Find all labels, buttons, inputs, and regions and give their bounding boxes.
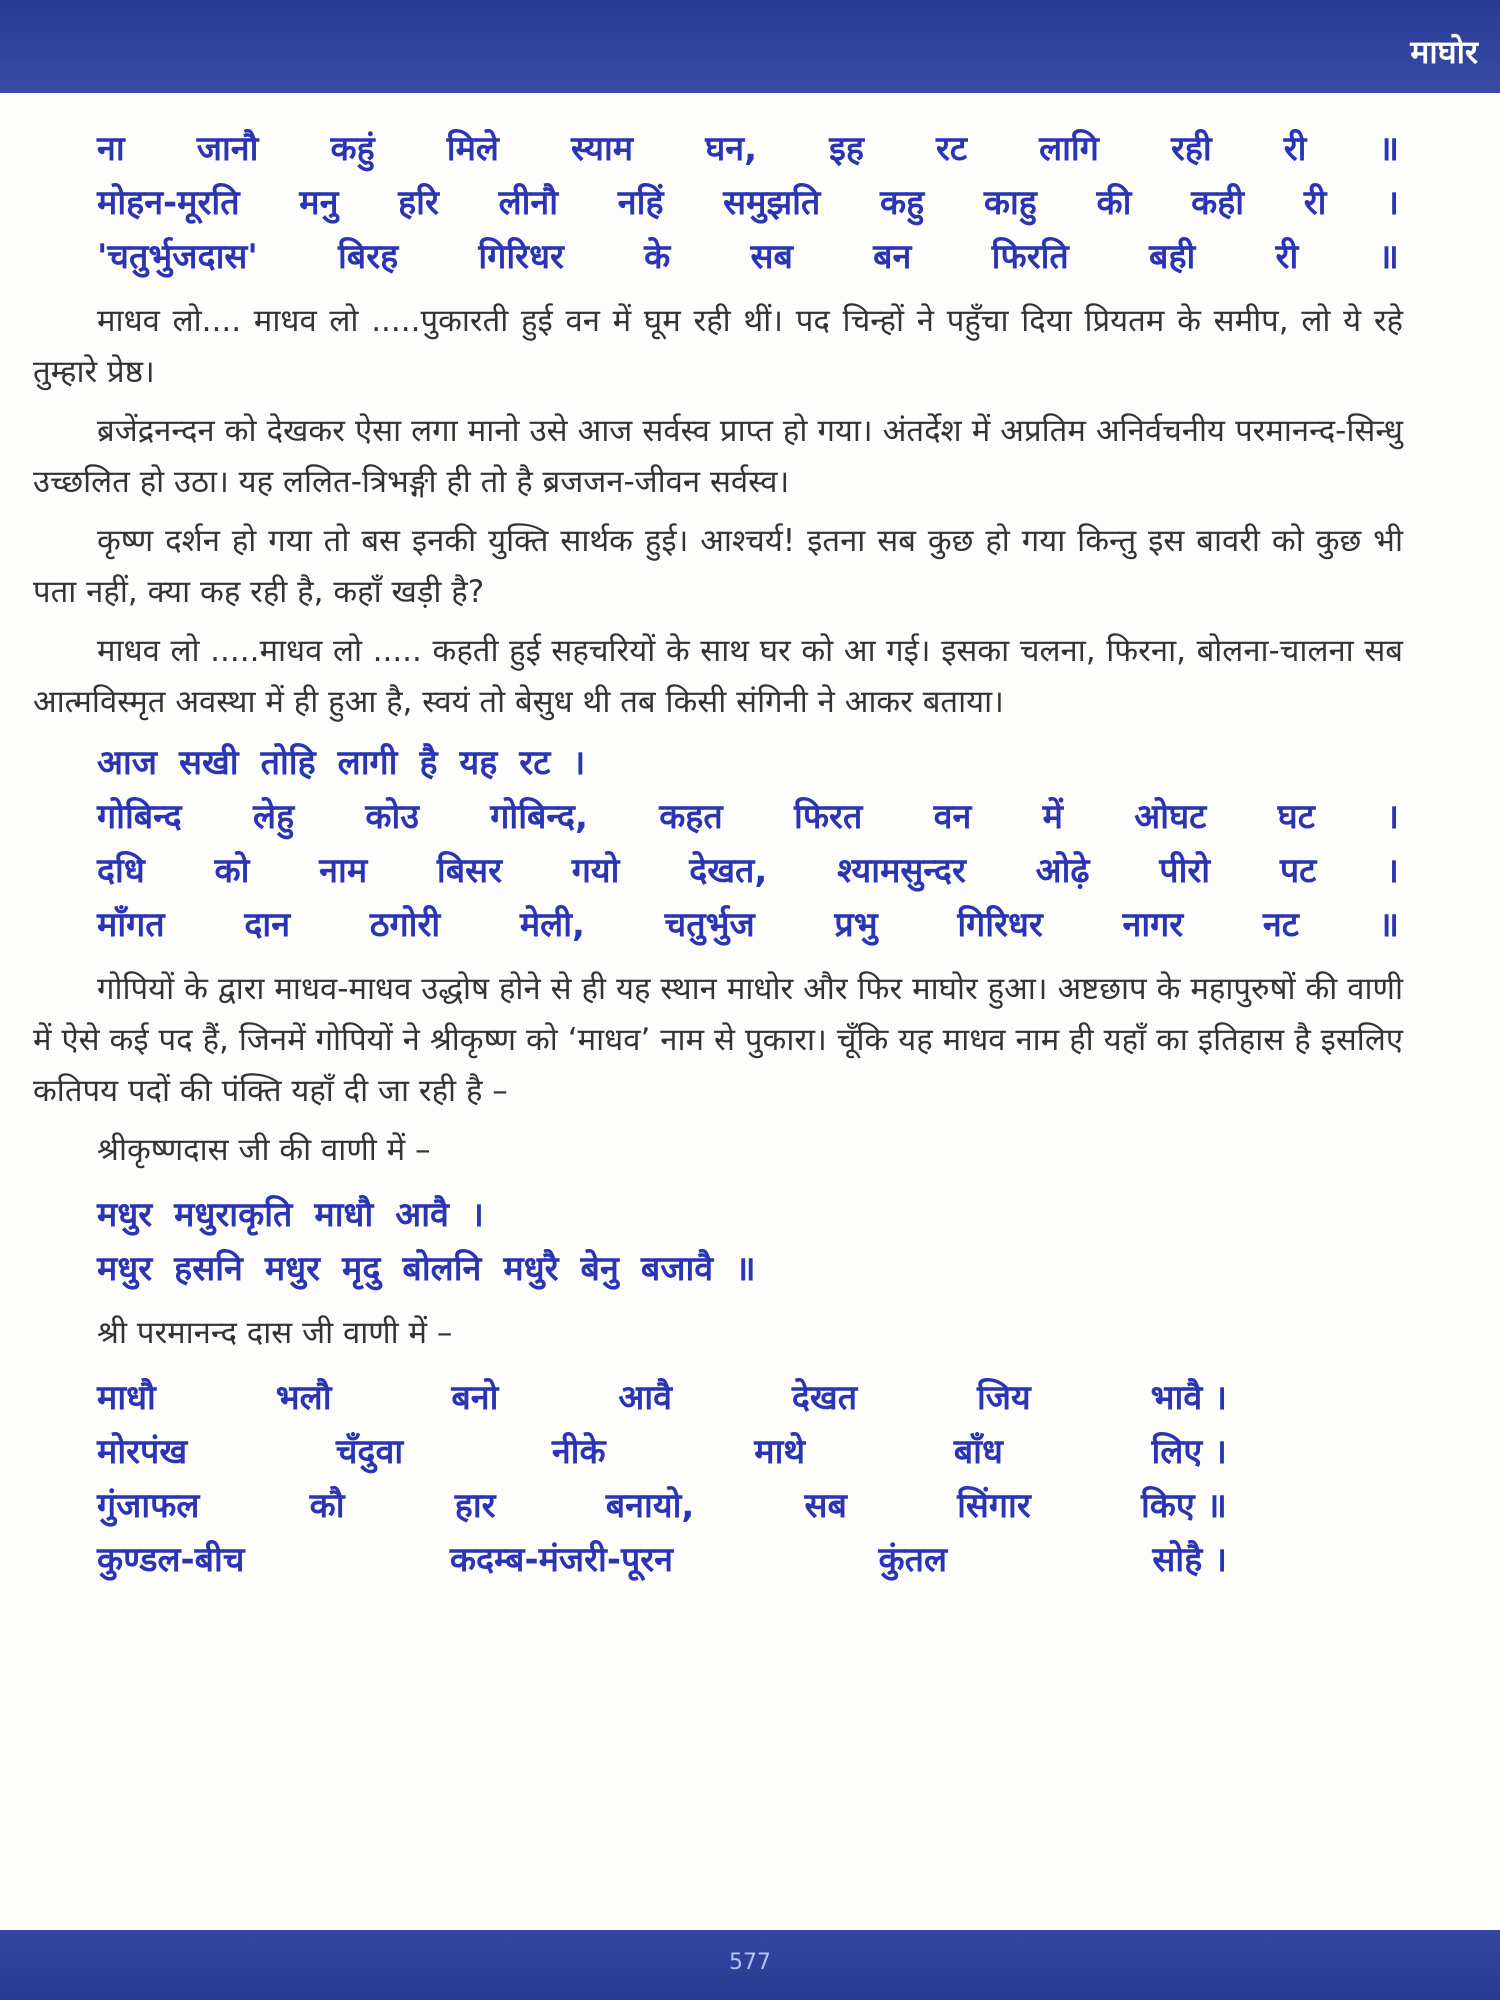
verse-line <box>97 176 1399 230</box>
verse-line <box>97 1371 1227 1425</box>
verse-word: सोहै । <box>1152 1540 1227 1580</box>
verse-word: काहु <box>983 183 1037 223</box>
page-content <box>33 122 1403 1599</box>
verse-chaturbhujdas-1 <box>97 122 1403 284</box>
verse-word: कौ <box>309 1486 345 1526</box>
verse-word: कहत <box>659 797 723 837</box>
verse-word: बोलनि <box>402 1249 482 1289</box>
verse-word: मधुर <box>97 1195 153 1235</box>
verse-word: देखत, <box>689 851 768 891</box>
verse-paramanand <box>97 1371 1403 1587</box>
verse-word: रट <box>519 743 551 783</box>
paragraph: गोपियों के द्वारा माधव-माधव उद्धोष होने से ही यह स्थान माधोर और फिर माघोर हुआ। अष्टछाप के महापुरुषों की वाणी में ऐसे कई पद हैं, जिनमें गोपियों ने श्रीकृष्ण को ‘माधव’ नाम से पुकारा। चूँकि यह माधव नाम ही यहाँ का इतिहास है इसलिए कतिपय पदों की पंक्ति यहाँ दी जा रही है – <box>33 971 1403 1109</box>
verse-word: घन, <box>705 129 758 169</box>
verse-word: सिंगार <box>957 1486 1031 1526</box>
verse-word: मधुर <box>97 1249 153 1289</box>
verse-word: कोउ <box>365 797 419 837</box>
verse-line <box>97 122 1399 176</box>
verse-word: यह <box>459 743 498 783</box>
paragraph: माधव लो .....माधव लो ..... कहती हुई सहचरियों के साथ घर को आ गई। इसका चलना, फिरना, बोलना-चालना सब आत्मविस्मृत अवस्था में ही हुआ है, स्वयं तो बेसुध थी तब किसी संगिनी ने आकर बताया। <box>33 633 1403 720</box>
verse-word: माँगत <box>97 905 165 945</box>
verse-word: कदम्ब-मंजरी-पूरन <box>449 1540 674 1580</box>
verse-word: ओढ़े <box>1035 851 1090 891</box>
verse-word: री <box>1275 237 1299 277</box>
verse-line <box>97 1188 1399 1242</box>
verse-word: चतुर्भुज <box>664 905 755 945</box>
verse-word: । <box>1386 851 1399 891</box>
verse-word: री <box>1283 129 1307 169</box>
verse-word: कहुं <box>330 129 375 169</box>
verse-word: दान <box>244 905 291 945</box>
verse-word: री <box>1303 183 1327 223</box>
verse-word: बेनु <box>580 1249 619 1289</box>
verse-word: मोरपंख <box>97 1432 188 1472</box>
verse-word: स्याम <box>571 129 634 169</box>
verse-intro-paramanand: श्री परमानन्द दास जी वाणी में – <box>97 1315 453 1351</box>
verse-word: गिरिधर <box>478 237 564 277</box>
verse-word: रट <box>935 129 967 169</box>
verse-word: बन <box>873 237 912 277</box>
verse-word: जिय <box>977 1378 1031 1418</box>
verse-word: मधुराकृति <box>174 1195 293 1235</box>
verse-word: आवै <box>618 1378 672 1418</box>
verse-word: । <box>1386 797 1399 837</box>
verse-word: वन <box>933 797 972 837</box>
verse-line <box>97 1479 1227 1533</box>
verse-word: ठगोरी <box>369 905 441 945</box>
verse-word: बही <box>1149 237 1196 277</box>
verse-word: फिरत <box>794 797 863 837</box>
verse-word: देखत <box>791 1378 858 1418</box>
verse-word: नाम <box>319 851 368 891</box>
verse-word: ओघट <box>1134 797 1207 837</box>
paragraph: माधव लो.... माधव लो .....पुकारती हुई वन में घूम रही थीं। पद चिन्हों ने पहुँचा दिया प्रियतम के समीप, लो ये रहे तुम्हारे प्रेष्ठ। <box>33 303 1403 390</box>
verse-word: कही <box>1191 183 1245 223</box>
verse-word: मनु <box>299 183 339 223</box>
verse-word: ना <box>97 129 125 169</box>
verse-word: लेहु <box>253 797 295 837</box>
verse-word: हसनि <box>174 1249 243 1289</box>
verse-word: फिरति <box>991 237 1069 277</box>
verse-word: लीनौ <box>498 183 559 223</box>
verse-word: मधुर <box>264 1249 321 1289</box>
verse-word: 'चतुर्भुजदास' <box>97 237 258 277</box>
verse-word: नीके <box>551 1432 606 1472</box>
paragraph: कृष्ण दर्शन हो गया तो बस इनकी युक्ति सार्थक हुई। आश्चर्य! इतना सब कुछ हो गया किन्तु इस बावरी को कुछ भी पता नहीं, क्या कह रही है, कहाँ खड़ी है? <box>33 523 1403 610</box>
verse-word: आज <box>97 743 157 783</box>
verse-line <box>97 1425 1227 1479</box>
verse-word: । <box>470 1195 484 1235</box>
verse-krishnadas <box>97 1188 1403 1296</box>
verse-word: माधौ <box>97 1378 156 1418</box>
verse-line <box>97 1533 1227 1587</box>
verse-word: आवै <box>395 1195 449 1235</box>
verse-word: माधौ <box>314 1195 374 1235</box>
verse-word: भलौ <box>275 1378 332 1418</box>
verse-word: । <box>1386 183 1399 223</box>
verse-word: किए ॥ <box>1140 1486 1227 1526</box>
verse-word: दधि <box>97 851 145 891</box>
verse-chaturbhujdas-2 <box>97 736 1403 952</box>
verse-word: गोबिन्द <box>97 797 182 837</box>
verse-word: लागि <box>1039 129 1099 169</box>
verse-word: नहिं <box>617 183 664 223</box>
verse-word: तोहि <box>260 743 316 783</box>
verse-word: ॥ <box>1378 905 1399 945</box>
verse-word: सब <box>750 237 793 277</box>
verse-word: बिरह <box>338 237 399 277</box>
verse-word: ॥ <box>1378 237 1399 277</box>
verse-word: बिसर <box>436 851 503 891</box>
verse-word: गयो <box>571 851 620 891</box>
verse-word: मधुरै <box>503 1249 559 1289</box>
verse-word: जानौ <box>196 129 259 169</box>
verse-line <box>97 844 1399 898</box>
verse-word: नागर <box>1122 905 1184 945</box>
verse-line <box>97 1242 1399 1296</box>
verse-word: कुण्डल-बीच <box>97 1540 245 1580</box>
verse-word: भावै । <box>1150 1378 1227 1418</box>
verse-word: बनो <box>451 1378 499 1418</box>
verse-word: इह <box>829 129 864 169</box>
verse-word: कहु <box>880 183 925 223</box>
verse-line <box>97 790 1399 844</box>
verse-word: के <box>644 237 671 277</box>
verse-word: गोबिन्द, <box>490 797 588 837</box>
verse-word: हरि <box>398 183 439 223</box>
verse-word: गिरिधर <box>957 905 1043 945</box>
verse-word: लागी <box>337 743 398 783</box>
verse-word: बाँध <box>953 1432 1003 1472</box>
page-number: 577 <box>729 1950 771 1975</box>
verse-word: है <box>419 743 438 783</box>
verse-word: प्रभु <box>834 905 878 945</box>
verse-word: मिले <box>446 129 499 169</box>
verse-word: पीरो <box>1159 851 1211 891</box>
verse-line <box>97 736 1399 790</box>
verse-word: ॥ <box>735 1249 756 1289</box>
verse-word: ॥ <box>1378 129 1399 169</box>
verse-word: को <box>214 851 250 891</box>
verse-word: की <box>1096 183 1132 223</box>
verse-word: श्यामसुन्दर <box>837 851 966 891</box>
verse-word: । <box>572 743 586 783</box>
header-band <box>0 0 1500 93</box>
verse-word: मोहन-मूरति <box>97 183 240 223</box>
chapter-title: माघोर <box>1410 33 1478 71</box>
verse-word: बजावै <box>640 1249 714 1289</box>
verse-word: बनायो, <box>605 1486 695 1526</box>
verse-word: चँदुवा <box>335 1432 404 1472</box>
paragraph: ब्रजेंद्रनन्दन को देखकर ऐसा लगा मानो उसे आज सर्वस्व प्राप्त हो गया। अंतर्देश में अप्रतिम अनिर्वचनीय परमानन्द-सिन्धु उच्छलित हो उठा। यह ललित-त्रिभङ्गी ही तो है ब्रजजन-जीवन सर्वस्व। <box>33 413 1403 500</box>
verse-word: में <box>1042 797 1064 837</box>
verse-word: कुंतल <box>878 1540 948 1580</box>
verse-word: सब <box>804 1486 847 1526</box>
verse-line <box>97 898 1399 952</box>
verse-intro-krishnadas: श्रीकृष्णदास जी की वाणी में – <box>97 1132 431 1168</box>
verse-word: पट <box>1279 851 1317 891</box>
verse-word: माथे <box>754 1432 806 1472</box>
verse-word: लिए । <box>1151 1432 1227 1472</box>
verse-word: घट <box>1277 797 1315 837</box>
verse-word: मेली, <box>519 905 585 945</box>
verse-word: सखी <box>178 743 239 783</box>
verse-line <box>97 230 1399 284</box>
verse-word: गुंजाफल <box>97 1486 200 1526</box>
verse-word: नट <box>1262 905 1299 945</box>
verse-word: रही <box>1170 129 1212 169</box>
verse-word: हार <box>454 1486 496 1526</box>
verse-word: मृदु <box>342 1249 381 1289</box>
verse-word: समुझति <box>723 183 821 223</box>
